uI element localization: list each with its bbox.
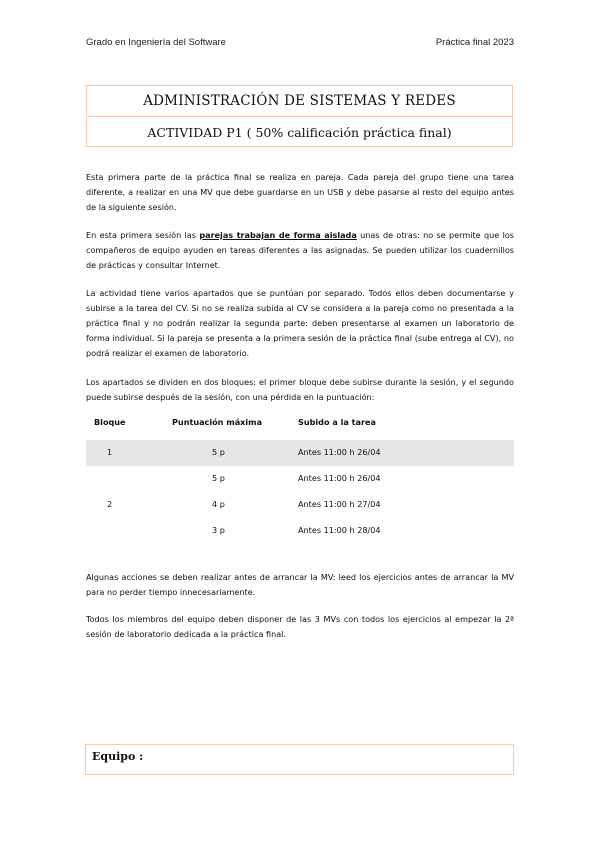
cell-puntuacion: 5 p (212, 473, 225, 483)
title-box (86, 85, 513, 147)
score-table (86, 414, 514, 544)
header-left-course: Grado en Ingeniería del Software (86, 37, 226, 48)
paragraph-blocks: Los apartados se dividen en dos bloques: el primer bloque debe subirse durante la sesión, y el segundo puede subirse después de la sesión, con una pérdida en la puntuación: (86, 377, 514, 402)
table-row (86, 492, 514, 518)
paragraph-rules-end: unas de otras: no se permite que los compañeros de equipo ayuden en tareas diferentes a las asignadas. Se pueden utilizar los cuadernillos de prácticas y consultar Internet. (86, 230, 514, 270)
header-subido: Subido a la tarea (298, 417, 376, 427)
team-label: Equipo : (92, 750, 144, 763)
paragraph-actions: Algunas acciones se deben realizar antes de arrancar la MV: leed los ejercicios antes de arrancar la MV para no perder tiempo innecesariamente. (86, 572, 514, 597)
cell-subido: Antes 11:00 h 26/04 (298, 447, 381, 457)
paragraph-rules-start: En esta primera sesión las (86, 230, 200, 240)
cell-puntuacion: 5 p (212, 447, 225, 457)
activity-subtitle: ACTIVIDAD P1 ( 50% calificación práctica final) (147, 125, 452, 140)
cell-bloque: 2 (107, 499, 113, 509)
cell-bloque: 1 (107, 447, 113, 457)
table-row (86, 466, 514, 492)
header-right-title: Práctica final 2023 (435, 37, 514, 48)
emphasis-isolated-pairs: parejas trabajan de forma aislada (199, 230, 357, 240)
team-box (85, 744, 514, 775)
header-bloque: Bloque (94, 417, 126, 427)
cell-puntuacion: 3 p (212, 525, 225, 535)
header-puntuacion: Puntuación máxima (172, 417, 263, 427)
cell-puntuacion: 4 p (212, 499, 225, 509)
table-row (86, 518, 514, 544)
cell-subido: Antes 11:00 h 27/04 (298, 499, 381, 509)
paragraph-members: Todos los miembros del equipo deben disponer de las 3 MVs con todos los ejercicios al empezar la 2ª sesión de laboratorio dedicada a la práctica final. (86, 614, 514, 639)
cell-subido: Antes 11:00 h 26/04 (298, 473, 381, 483)
cell-subido: Antes 11:00 h 28/04 (298, 525, 381, 535)
paragraph-intro: Esta primera parte de la práctica final se realiza en pareja. Cada pareja del grupo tiene una tarea diferente, a realizar en una MV que debe guardarse en un USB y debe pasarse al resto del equipo antes de la siguiente sesión. (86, 172, 514, 212)
paragraph-rules (86, 228, 514, 273)
table-header-row (86, 414, 514, 440)
document-title: ADMINISTRACIÓN DE SISTEMAS Y REDES (87, 86, 512, 117)
table-row (86, 440, 514, 466)
paragraph-grading: La actividad tiene varios apartados que se puntúan por separado. Todos ellos deben documentarse y subirse a la tarea del CV. Si no se realiza subida al CV se considera a la pareja como no presentada a la práctica final y no podrán realizar la segunda parte: deben presentarse al examen un laboratorio de forma individual. Si la pareja se presenta a la primera sesión de la práctica final (sube entrega al CV), no podrá realizar el examen de laboratorio. (86, 288, 514, 358)
